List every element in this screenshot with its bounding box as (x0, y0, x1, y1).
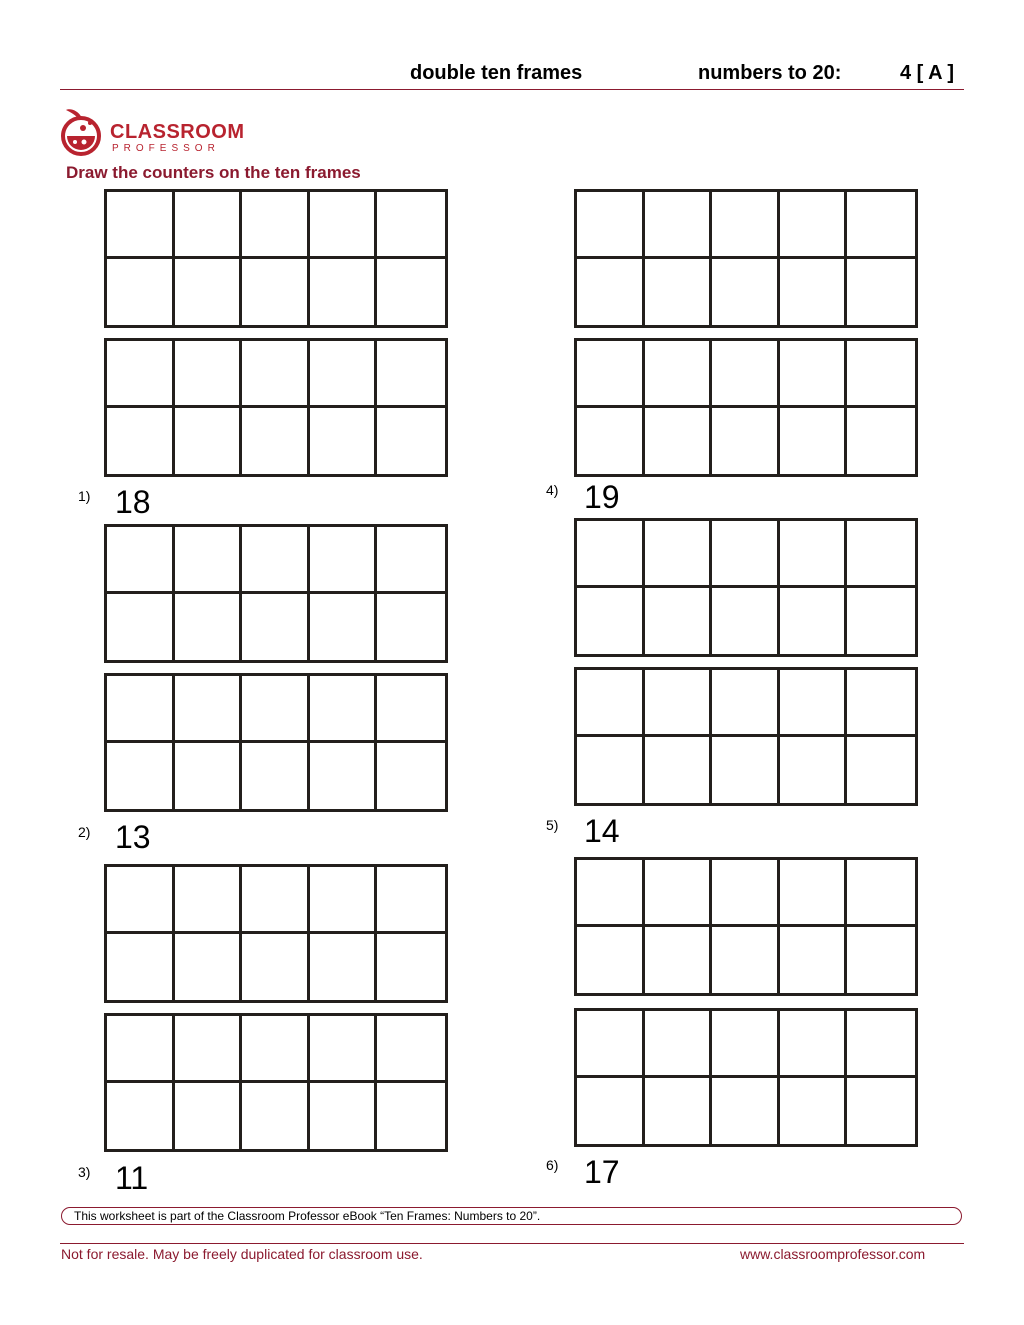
ten-frame-cell[interactable] (377, 1083, 445, 1150)
ten-frame-cell[interactable] (645, 1078, 713, 1145)
apple-logo-icon (58, 104, 106, 156)
ten-frame-cell[interactable] (310, 1083, 378, 1150)
ten-frame[interactable] (574, 857, 918, 996)
ten-frame-cell[interactable] (377, 743, 445, 810)
ten-frame-cell[interactable] (645, 860, 713, 927)
ten-frame-cell[interactable] (780, 521, 848, 588)
ten-frame[interactable] (104, 1013, 448, 1152)
ten-frame-cell[interactable] (175, 341, 243, 408)
ten-frame-cell[interactable] (712, 408, 780, 475)
ten-frame-cell[interactable] (577, 1011, 645, 1078)
ten-frame-cell[interactable] (780, 1078, 848, 1145)
ten-frame-cell[interactable] (242, 1016, 310, 1083)
ten-frame-cell[interactable] (712, 1078, 780, 1145)
question-target-number: 18 (115, 484, 151, 520)
ten-frame-cell[interactable] (577, 737, 645, 804)
classroom-professor-logo (58, 104, 258, 156)
ten-frame-cell[interactable] (847, 259, 915, 326)
ten-frame[interactable] (574, 189, 918, 328)
logo-subtitle: PROFESSOR (112, 143, 220, 154)
ten-frame-cell[interactable] (847, 192, 915, 259)
footer-website-link[interactable]: www.classroomprofessor.com (740, 1246, 926, 1262)
ten-frame-cell[interactable] (175, 1083, 243, 1150)
ten-frame-cell[interactable] (780, 192, 848, 259)
ten-frame-cell[interactable] (645, 1011, 713, 1078)
ten-frame-cell[interactable] (175, 259, 243, 326)
footer-divider (60, 1243, 964, 1244)
ten-frame-cell[interactable] (712, 737, 780, 804)
question-number: 3) (78, 1164, 91, 1180)
instruction-text: Draw the counters on the ten frames (66, 163, 361, 182)
ten-frame-cell[interactable] (242, 1083, 310, 1150)
ten-frame-cell[interactable] (712, 1011, 780, 1078)
ten-frame-cell[interactable] (712, 670, 780, 737)
ten-frame-cell[interactable] (577, 192, 645, 259)
ten-frame-cell[interactable] (175, 1016, 243, 1083)
ten-frame-cell[interactable] (645, 927, 713, 994)
ten-frame[interactable] (104, 673, 448, 812)
ten-frame-cell[interactable] (577, 927, 645, 994)
ten-frame-cell[interactable] (847, 408, 915, 475)
ten-frame[interactable] (104, 338, 448, 477)
logo-wordmark: CLASSROOM (110, 121, 245, 143)
ten-frame-cell[interactable] (847, 1011, 915, 1078)
ten-frame-cell[interactable] (377, 527, 445, 594)
ten-frame-cell[interactable] (175, 594, 243, 661)
ten-frame-cell[interactable] (107, 341, 175, 408)
ten-frame-cell[interactable] (242, 594, 310, 661)
ten-frame-cell[interactable] (175, 527, 243, 594)
ten-frame-cell[interactable] (645, 408, 713, 475)
ten-frame-cell[interactable] (780, 860, 848, 927)
ten-frame-cell[interactable] (780, 588, 848, 655)
ten-frame-cell[interactable] (645, 341, 713, 408)
question-target-number: 11 (115, 1160, 149, 1196)
ten-frame[interactable] (574, 667, 918, 806)
worksheet-topic: numbers to 20: (698, 62, 842, 84)
question-target-number: 14 (584, 813, 620, 849)
ten-frame-cell[interactable] (577, 588, 645, 655)
worksheet-code: 4 [ A ] (900, 62, 955, 84)
ten-frame-cell[interactable] (577, 1078, 645, 1145)
ten-frame-cell[interactable] (242, 192, 310, 259)
ten-frame-cell[interactable] (712, 192, 780, 259)
question-number: 2) (78, 824, 91, 840)
question-target-number: 19 (584, 479, 620, 515)
ten-frame[interactable] (104, 864, 448, 1003)
ten-frame[interactable] (104, 189, 448, 328)
ten-frame-cell[interactable] (780, 927, 848, 994)
ten-frame-cell[interactable] (175, 408, 243, 475)
ten-frame-cell[interactable] (645, 588, 713, 655)
ten-frame-cell[interactable] (107, 1083, 175, 1150)
ten-frame-cell[interactable] (645, 737, 713, 804)
ten-frame-cell[interactable] (242, 676, 310, 743)
ebook-banner (61, 1207, 962, 1225)
ten-frame-cell[interactable] (310, 259, 378, 326)
ten-frame-cell[interactable] (847, 737, 915, 804)
ten-frame-cell[interactable] (712, 860, 780, 927)
ten-frame-cell[interactable] (780, 408, 848, 475)
question-target-number: 13 (115, 819, 151, 855)
ten-frame-cell[interactable] (847, 860, 915, 927)
ten-frame-cell[interactable] (310, 867, 378, 934)
ten-frame-cell[interactable] (712, 341, 780, 408)
ten-frame-cell[interactable] (377, 676, 445, 743)
ten-frame-cell[interactable] (577, 860, 645, 927)
ten-frame-cell[interactable] (107, 867, 175, 934)
question-number: 6) (546, 1157, 559, 1173)
question-number: 5) (546, 817, 559, 833)
footer-license-text: Not for resale. May be freely duplicated for classroom use. (61, 1246, 423, 1262)
ten-frame-cell[interactable] (310, 934, 378, 1001)
ten-frame-cell[interactable] (310, 743, 378, 810)
ten-frame-cell[interactable] (175, 192, 243, 259)
ten-frame-cell[interactable] (645, 192, 713, 259)
ten-frame-cell[interactable] (847, 521, 915, 588)
ten-frame[interactable] (104, 524, 448, 663)
ten-frame-cell[interactable] (107, 934, 175, 1001)
ten-frame-cell[interactable] (377, 192, 445, 259)
ten-frame-cell[interactable] (712, 588, 780, 655)
ten-frame-cell[interactable] (242, 934, 310, 1001)
question-number: 1) (78, 488, 91, 504)
ten-frame-cell[interactable] (310, 676, 378, 743)
ten-frame-cell[interactable] (377, 259, 445, 326)
ten-frame-cell[interactable] (107, 192, 175, 259)
ten-frame-cell[interactable] (712, 521, 780, 588)
ten-frame-cell[interactable] (310, 1016, 378, 1083)
ten-frame[interactable] (574, 518, 918, 657)
ten-frame-cell[interactable] (242, 259, 310, 326)
ten-frame-cell[interactable] (175, 934, 243, 1001)
ten-frame-cell[interactable] (780, 1011, 848, 1078)
ten-frame-cell[interactable] (242, 408, 310, 475)
ten-frame-cell[interactable] (310, 192, 378, 259)
ten-frame-cell[interactable] (645, 521, 713, 588)
ten-frame-cell[interactable] (107, 408, 175, 475)
ten-frame-cell[interactable] (377, 408, 445, 475)
ten-frame-cell[interactable] (310, 341, 378, 408)
ten-frame-cell[interactable] (847, 588, 915, 655)
ten-frame-cell[interactable] (175, 867, 243, 934)
worksheet-title: double ten frames (410, 62, 583, 84)
ten-frame-cell[interactable] (377, 867, 445, 934)
ten-frame[interactable] (574, 1008, 918, 1147)
ten-frame-cell[interactable] (310, 408, 378, 475)
ten-frame-cell[interactable] (242, 527, 310, 594)
ten-frame-cell[interactable] (242, 867, 310, 934)
ten-frame-cell[interactable] (577, 408, 645, 475)
ten-frame-cell[interactable] (577, 670, 645, 737)
question-target-number: 17 (584, 1154, 620, 1190)
ten-frame-cell[interactable] (645, 259, 713, 326)
ten-frame-cell[interactable] (175, 676, 243, 743)
header-divider (60, 89, 964, 90)
ten-frame-cell[interactable] (107, 259, 175, 326)
ten-frame-cell[interactable] (310, 594, 378, 661)
ten-frame-cell[interactable] (310, 527, 378, 594)
ten-frame-cell[interactable] (847, 670, 915, 737)
ten-frame-cell[interactable] (107, 1016, 175, 1083)
ten-frame-cell[interactable] (712, 927, 780, 994)
ten-frame-cell[interactable] (577, 259, 645, 326)
ten-frame-cell[interactable] (780, 737, 848, 804)
ten-frame-cell[interactable] (577, 521, 645, 588)
ten-frame-cell[interactable] (107, 527, 175, 594)
ten-frame-cell[interactable] (377, 934, 445, 1001)
ten-frame-cell[interactable] (242, 743, 310, 810)
ten-frame-cell[interactable] (377, 1016, 445, 1083)
ten-frame-cell[interactable] (780, 259, 848, 326)
ten-frame-cell[interactable] (107, 594, 175, 661)
ten-frame-cell[interactable] (377, 594, 445, 661)
ten-frame-cell[interactable] (780, 670, 848, 737)
ebook-banner-text: This worksheet is part of the Classroom Professor eBook “Ten Frames: Numbers to 20”. (74, 1209, 541, 1223)
ten-frame-cell[interactable] (107, 676, 175, 743)
ten-frame-cell[interactable] (712, 259, 780, 326)
ten-frame-cell[interactable] (577, 341, 645, 408)
question-number: 4) (546, 482, 559, 498)
ten-frame-cell[interactable] (107, 743, 175, 810)
ten-frame[interactable] (574, 338, 918, 477)
ten-frame-cell[interactable] (847, 341, 915, 408)
ten-frame-cell[interactable] (645, 670, 713, 737)
ten-frame-cell[interactable] (377, 341, 445, 408)
ten-frame-cell[interactable] (175, 743, 243, 810)
ten-frame-cell[interactable] (780, 341, 848, 408)
ten-frame-cell[interactable] (242, 341, 310, 408)
ten-frame-cell[interactable] (847, 927, 915, 994)
ten-frame-cell[interactable] (847, 1078, 915, 1145)
